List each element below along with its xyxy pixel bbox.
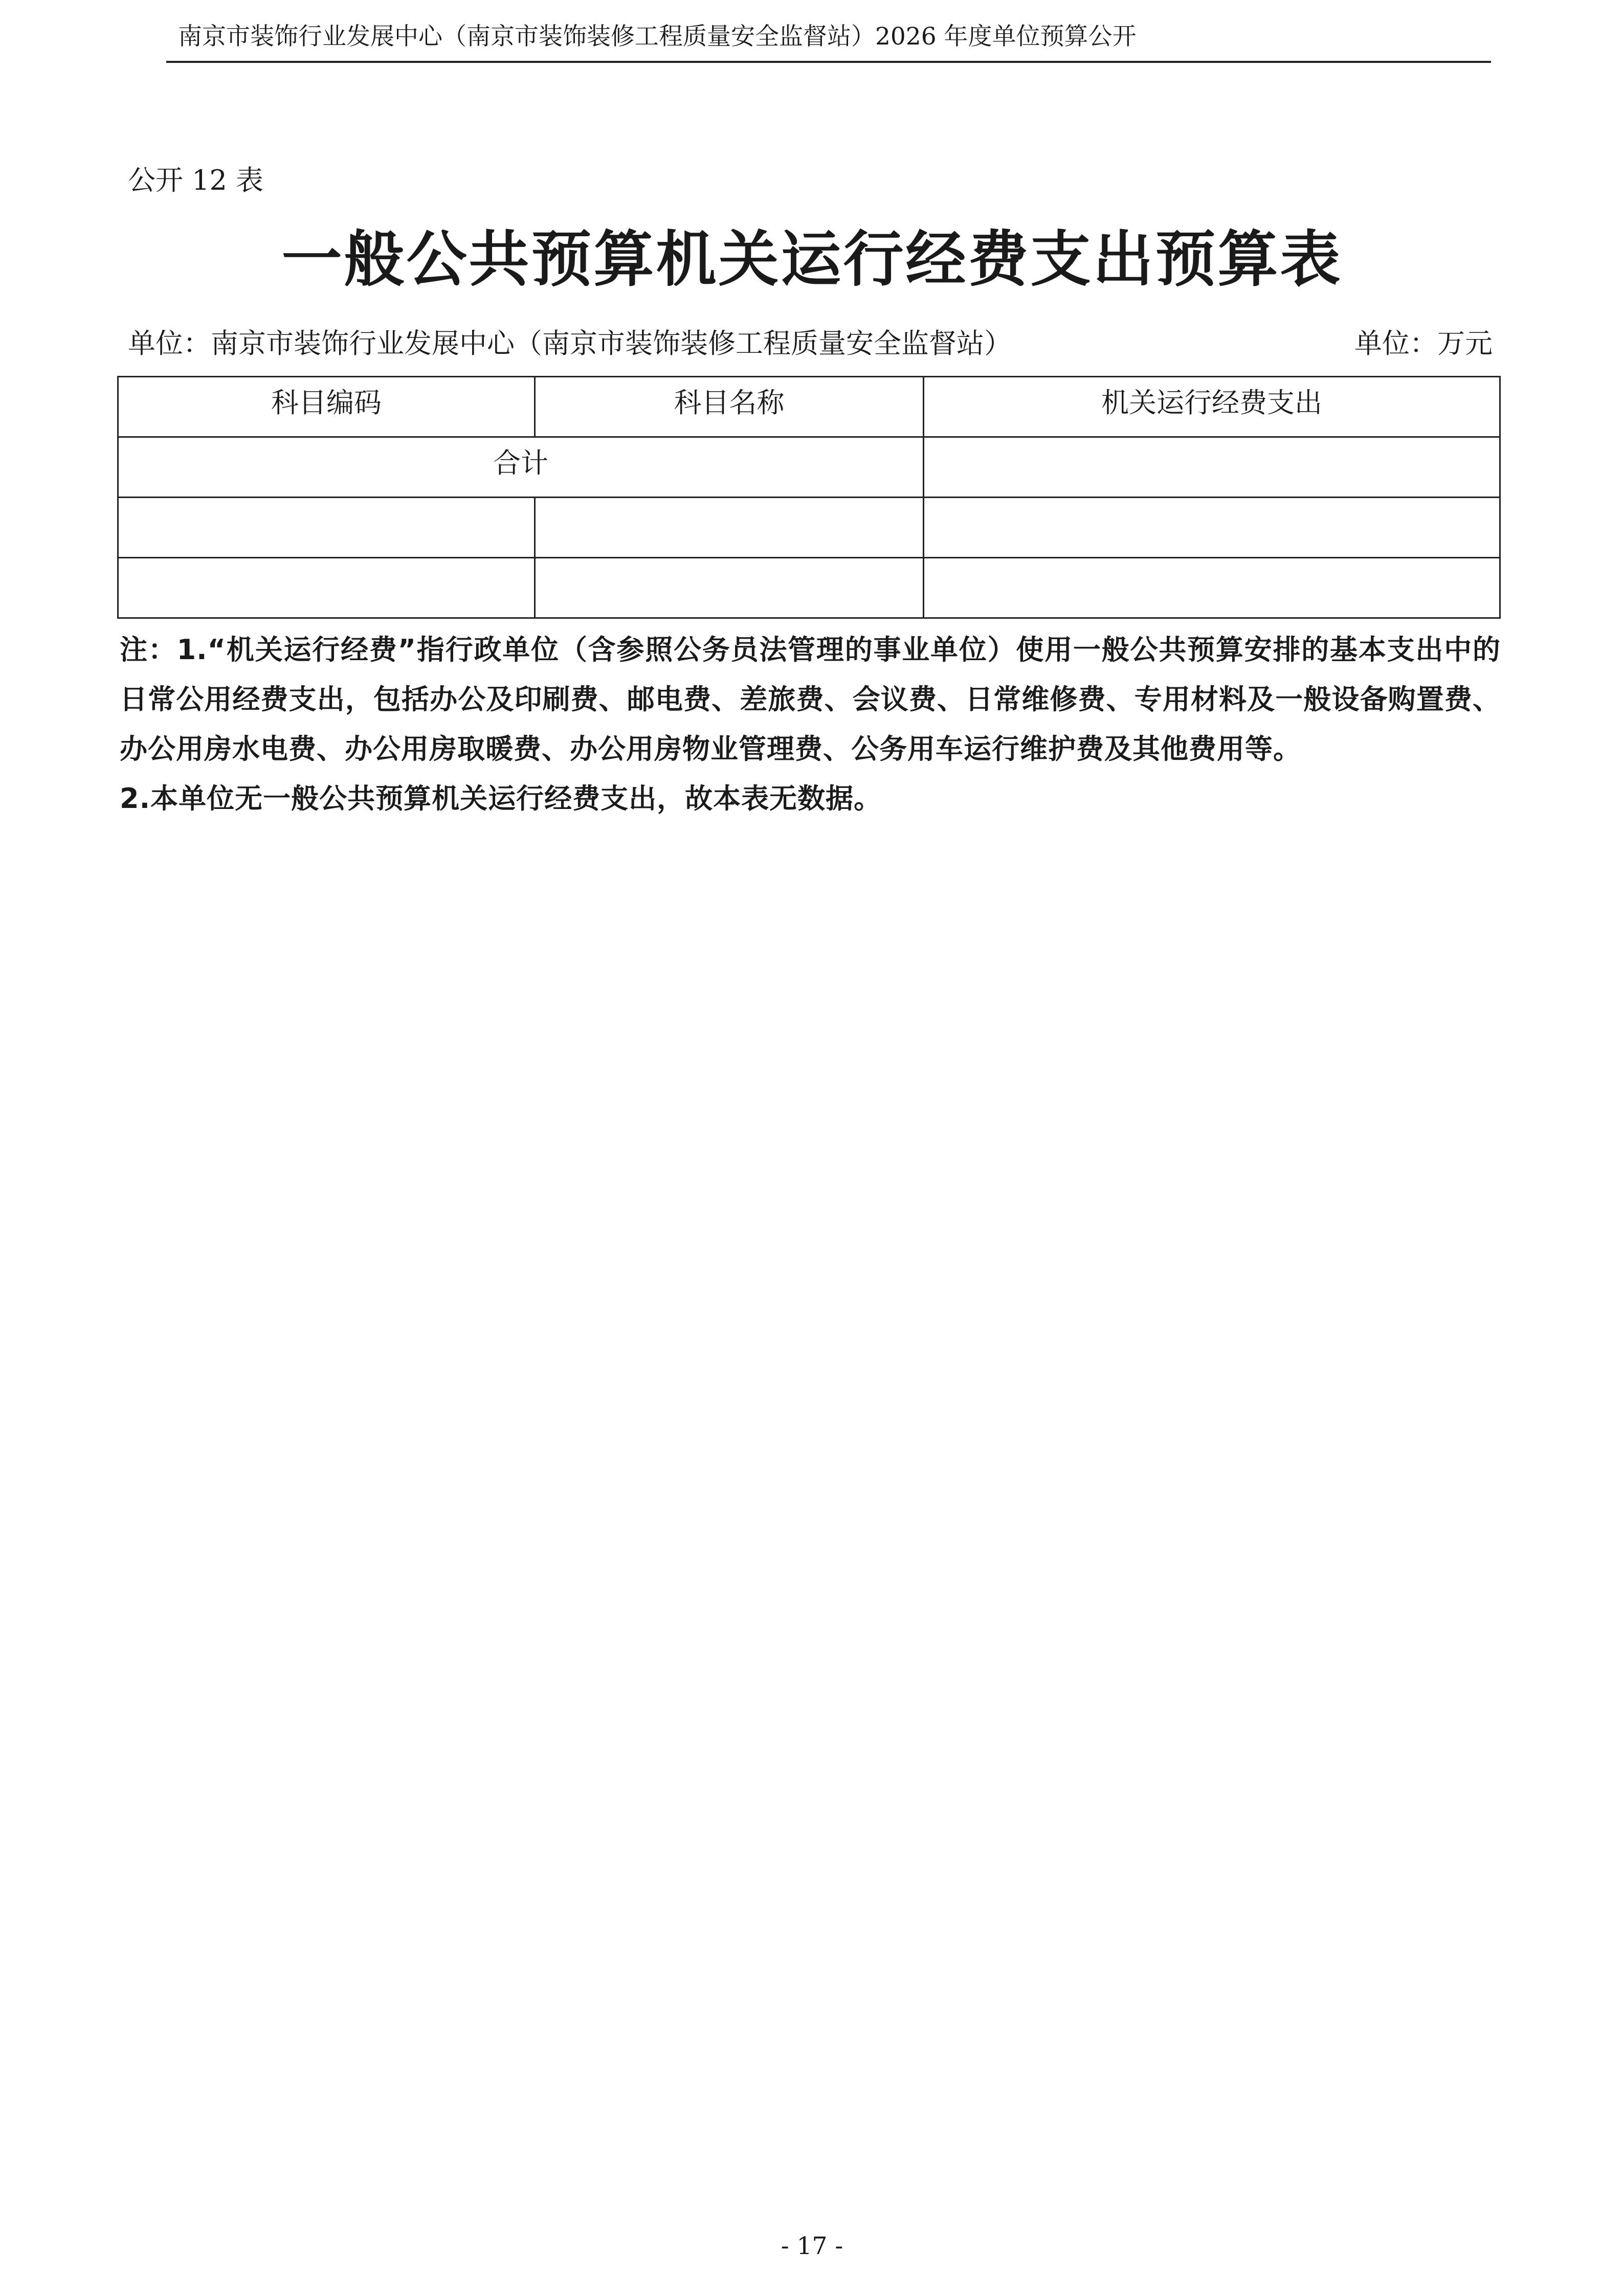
total-label-cell bbox=[118, 437, 924, 498]
column-header-name bbox=[535, 377, 924, 437]
table-number: 公开 12 表 bbox=[128, 164, 264, 196]
page-title: 一般公共预算机关运行经费支出预算表 bbox=[281, 223, 1343, 295]
table-header-row bbox=[118, 377, 1500, 437]
table-cell bbox=[924, 558, 1500, 618]
running-header: 南京市装饰行业发展中心（南京市装饰装修工程质量安全监督站）2026 年度单位预算公开 bbox=[178, 22, 1137, 51]
table-row bbox=[118, 558, 1500, 618]
total-value-cell bbox=[924, 437, 1500, 498]
table-cell bbox=[118, 558, 535, 618]
column-header-code bbox=[118, 377, 535, 437]
note-no-data: 2.本单位无一般公共预算机关运行经费支出，故本表无数据。 bbox=[120, 782, 882, 815]
column-header-expense-label: 机关运行经费支出 bbox=[1101, 387, 1322, 419]
note-definition: 注：1.“机关运行经费”指行政单位（含参照公务员法管理的事业单位）使用一般公共预算安排的基本支出中的日常公用经费支出，包括办公及印刷费、邮电费、差旅费、会议费、日常维修费、专用材料及一般设备购置费、办公用房水电费、办公用房取暖费、办公用房物业管理费、公务用车运行维护费及其他费用等。 bbox=[120, 634, 1501, 765]
table-cell bbox=[535, 498, 924, 558]
column-header-expense bbox=[924, 377, 1500, 437]
budget-table bbox=[117, 376, 1501, 619]
page-number: - 17 - bbox=[781, 2232, 843, 2260]
unit-organization: 单位：南京市装饰行业发展中心（南京市装饰装修工程质量安全监督站） bbox=[128, 327, 1012, 359]
table-notes bbox=[120, 625, 1501, 823]
column-header-code-label: 科目编码 bbox=[271, 387, 382, 419]
total-label: 合计 bbox=[493, 447, 548, 479]
table-cell bbox=[924, 498, 1500, 558]
table-cell bbox=[118, 498, 535, 558]
table-cell bbox=[535, 558, 924, 618]
total-row bbox=[118, 437, 1500, 498]
table-row bbox=[118, 498, 1500, 558]
unit-currency: 单位：万元 bbox=[1354, 327, 1493, 359]
header-rule bbox=[166, 61, 1491, 63]
column-header-name-label: 科目名称 bbox=[674, 387, 785, 419]
